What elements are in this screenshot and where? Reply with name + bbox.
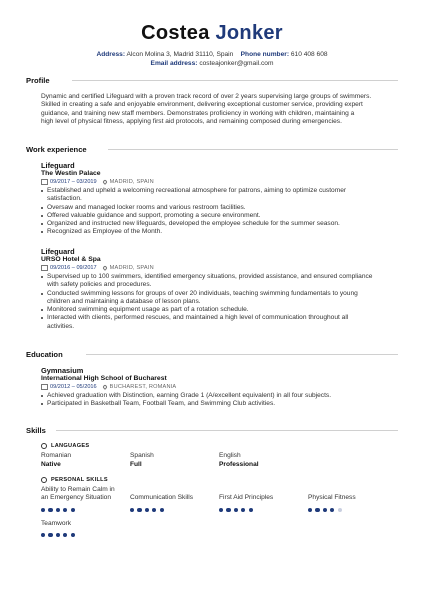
section-title-skills: Skills — [26, 426, 46, 435]
job-bullets — [41, 187, 401, 237]
profile-line: guidance, and training new staff members. Demonstrates proficiency in working with children, maintaining a — [41, 109, 355, 117]
job-employer: The Westin Palace — [41, 170, 101, 177]
section-title-education: Education — [26, 350, 63, 359]
education-dates: 09/2012 – 05/2016 — [50, 384, 97, 390]
job-location: MADRID, SPAIN — [109, 265, 154, 271]
job-title: Lifeguard — [41, 247, 75, 256]
language-level: Professional — [219, 461, 259, 468]
rating-dot — [48, 508, 52, 512]
section-divider — [72, 80, 398, 81]
contact-line-email — [0, 60, 424, 67]
education-school: International High School of Bucharest — [41, 375, 167, 382]
job-bullet: Oversaw and managed locker rooms and various restroom facilities. — [41, 204, 401, 212]
rating-dot — [152, 508, 156, 512]
rating-dot — [241, 508, 245, 512]
skill-rating — [308, 508, 345, 512]
rating-dot — [71, 533, 75, 537]
phone-value: 610 408 608 — [290, 51, 328, 58]
job-bullet: Interacted with clients, performed rescues, and maintained a high level of communication throughout all activities. — [41, 314, 401, 331]
rating-dot — [56, 508, 60, 512]
calendar-icon — [41, 384, 48, 390]
rating-dot — [56, 533, 60, 537]
job-bullet: Offered valuable guidance and support, promoting a secure environment. — [41, 212, 401, 220]
skill-name: First Aid Principles — [219, 494, 274, 501]
location-pin-icon — [102, 179, 108, 185]
location-pin-icon — [102, 384, 108, 390]
section-divider — [86, 354, 398, 355]
job-bullet: Monitored swimming equipment usage as part of a rotation schedule. — [41, 306, 401, 314]
languages-heading: LANGUAGES — [41, 443, 89, 449]
language-name: English — [219, 452, 241, 459]
education-bullets — [41, 392, 401, 409]
contact-line-address-phone — [0, 51, 424, 58]
address-label: Address: — [96, 51, 126, 58]
rating-dot — [137, 508, 141, 512]
language-name: Romanian — [41, 452, 72, 459]
calendar-icon — [41, 265, 48, 271]
rating-dot — [41, 508, 45, 512]
skill-rating — [41, 533, 78, 537]
profile-text — [41, 93, 401, 127]
profile-line: Dynamic and certified Lifeguard with a proven track record of over 2 years supervising large groups of swimmers. — [41, 93, 372, 100]
skill-name: Communication Skills — [130, 494, 194, 501]
rating-dot — [41, 533, 45, 537]
skill-name: Ability to Remain Calm in an Emergency Situation — [41, 486, 115, 502]
skill-rating — [130, 508, 167, 512]
skill-name: Physical Fitness — [308, 494, 356, 501]
first-name: Costea — [141, 22, 210, 44]
rating-dot — [48, 533, 52, 537]
job-bullet: Conducted swimming lessons for groups of over 20 individuals, teaching swimming fundamentals to young children and maintaining a database of lesson plans. — [41, 290, 401, 307]
language-name: Spanish — [130, 452, 154, 459]
personal-skills-icon — [41, 477, 47, 483]
rating-dot — [145, 508, 149, 512]
rating-dot — [160, 508, 164, 512]
job-dates: 09/2017 – 03/2019 — [50, 179, 97, 185]
address-value: Alcon Molina 3, Madrid 31110, Spain — [126, 51, 234, 58]
rating-dot — [219, 508, 223, 512]
education-degree: Gymnasium — [41, 366, 84, 375]
job-bullet: Organized and instructed new lifeguards, developed the employee schedule for the summer season. — [41, 220, 401, 228]
rating-dot — [330, 508, 334, 512]
profile-line: high level of physical fitness, applying first aid protocols, and remaining composed during emergencies. — [41, 118, 342, 126]
job-bullet: Recognized as Employee of the Month. — [41, 228, 401, 236]
job-bullet: Established and upheld a welcoming recreational atmosphere for patrons, aiming to optimize customer satisfaction. — [41, 187, 401, 204]
skill-rating — [219, 508, 256, 512]
rating-dot — [234, 508, 238, 512]
rating-dot — [249, 508, 253, 512]
calendar-icon — [41, 179, 48, 185]
language-level: Native — [41, 461, 61, 468]
job-title: Lifeguard — [41, 161, 75, 170]
resume-name — [0, 22, 424, 45]
job-bullet: Supervised up to 100 swimmers, identified emergency situations, provided assistance, and ensured compliance with safety policies and procedures. — [41, 273, 401, 290]
personal-skills-heading: PERSONAL SKILLS — [41, 477, 108, 483]
education-bullet: Participated in Basketball Team, Football Team, and Swimming Club activities. — [41, 400, 401, 408]
languages-icon — [41, 443, 47, 449]
phone-label: Phone number: — [240, 51, 290, 58]
profile-line: Skilled in creating a safe and enjoyable environment, delivering exceptional customer service, providing expert — [41, 101, 363, 109]
last-name: Jonker — [215, 22, 283, 44]
job-meta — [41, 265, 154, 271]
education-bullet: Achieved graduation with Distinction, earning Grade 1 (A/excellent equivalent) in all four subjects. — [41, 392, 401, 400]
email-value[interactable]: costeajonker@gmail.com — [199, 60, 274, 67]
rating-dot — [308, 508, 312, 512]
rating-dot — [63, 508, 67, 512]
section-divider — [108, 149, 398, 150]
section-title-work: Work experience — [26, 145, 87, 154]
location-pin-icon — [102, 265, 108, 271]
rating-dot — [226, 508, 230, 512]
job-employer: URSO Hotel & Spa — [41, 256, 101, 263]
education-meta — [41, 384, 176, 390]
rating-dot — [315, 508, 319, 512]
section-divider — [56, 430, 398, 431]
language-level: Full — [130, 461, 142, 468]
rating-dot — [63, 533, 67, 537]
email-label: Email address: — [150, 60, 198, 67]
rating-dot — [338, 508, 342, 512]
job-meta — [41, 179, 154, 185]
skill-name: Teamwork — [41, 520, 72, 527]
skill-rating — [41, 508, 78, 512]
rating-dot — [71, 508, 75, 512]
education-location: BUCHAREST, ROMANIA — [109, 384, 177, 390]
rating-dot — [323, 508, 327, 512]
job-dates: 09/2016 – 09/2017 — [50, 265, 97, 271]
rating-dot — [130, 508, 134, 512]
job-bullets — [41, 273, 401, 331]
section-title-profile: Profile — [26, 76, 50, 85]
job-location: MADRID, SPAIN — [109, 179, 154, 185]
